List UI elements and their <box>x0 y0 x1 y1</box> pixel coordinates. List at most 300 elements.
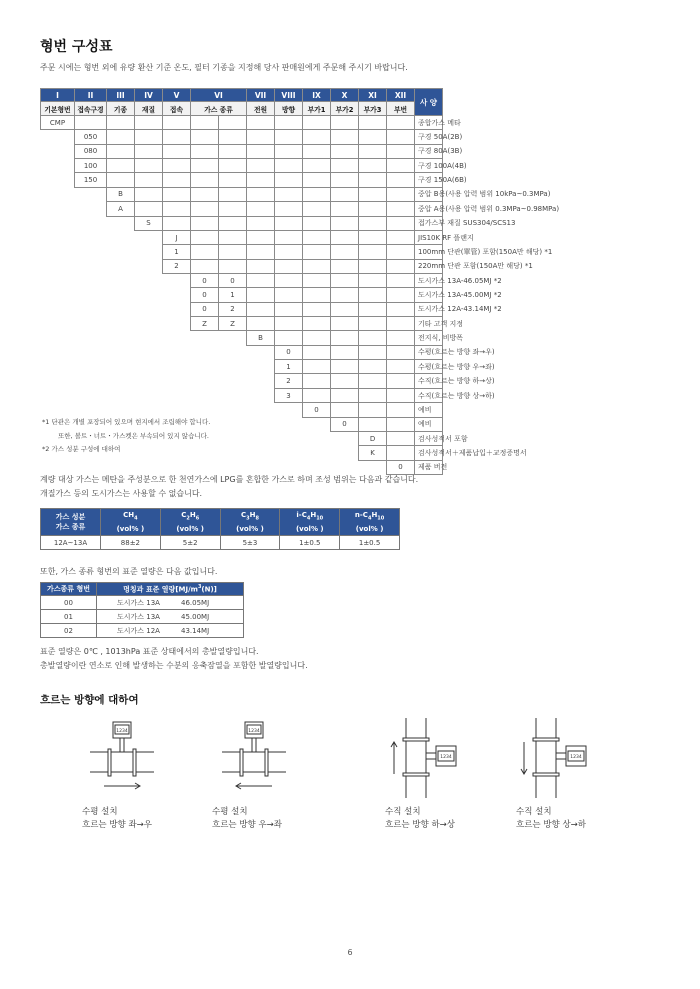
heat-value: 46.05MJ <box>181 598 210 607</box>
code-cell <box>247 187 275 201</box>
heat-row <box>41 624 244 638</box>
code-cell <box>75 187 107 201</box>
code-cell <box>219 431 247 445</box>
code-cell <box>275 302 303 316</box>
code-cell <box>163 302 191 316</box>
column-numeral: IX <box>303 89 331 102</box>
formula-part: i-C <box>296 511 307 520</box>
code-cell <box>75 216 107 230</box>
column-header: 전원 <box>247 102 275 116</box>
code-cell <box>163 273 191 287</box>
formula-part: H <box>189 511 196 520</box>
heat-code: 01 <box>41 610 97 624</box>
code-cell <box>303 331 331 345</box>
formula-part: H <box>310 511 317 520</box>
code-cell <box>359 144 387 158</box>
note-gross-heat: 총발열량이란 연소로 인해 발생하는 수분의 응축잠열을 포함한 발열량입니다. <box>40 661 308 670</box>
code-cell <box>41 317 75 331</box>
gas-name: 도시가스 13A <box>117 612 160 621</box>
code-cell <box>247 116 275 130</box>
gas-value: 5±2 <box>160 536 220 550</box>
code-cell <box>75 345 107 359</box>
code-cell <box>303 144 331 158</box>
table-row <box>41 331 663 345</box>
gas-component-header <box>280 509 340 536</box>
note-1b: 또한, 볼트・너트・가스켓은 부속되어 있지 않습니다. <box>58 432 209 440</box>
code-cell: D <box>359 431 387 445</box>
code-cell <box>41 331 75 345</box>
code-cell <box>219 345 247 359</box>
heat-paragraph: 또한, 가스 종류 형번의 표준 열량은 다음 값입니다. <box>40 567 218 576</box>
code-cell <box>135 273 163 287</box>
gas-range-label: 12A~13A <box>41 536 101 550</box>
code-cell <box>303 159 331 173</box>
code-cell <box>247 130 275 144</box>
column-header: 방향 <box>275 102 303 116</box>
code-cell <box>191 259 219 273</box>
code-cell <box>107 116 135 130</box>
code-cell <box>247 403 275 417</box>
spec-cell: 제품 버전 <box>415 460 443 474</box>
code-cell: J <box>163 230 191 244</box>
column-header: 기본형번 <box>41 102 75 116</box>
code-cell <box>75 230 107 244</box>
heat-value: 45.00MJ <box>181 612 210 621</box>
spec-cell: 전지식, 비방폭 <box>415 331 443 345</box>
heat-value-cell <box>97 624 244 638</box>
code-cell <box>387 374 415 388</box>
code-cell <box>191 159 219 173</box>
code-cell <box>41 259 75 273</box>
code-cell <box>135 345 163 359</box>
code-cell <box>359 331 387 345</box>
column-numeral: XII <box>387 89 415 102</box>
code-cell <box>135 446 163 460</box>
code-cell <box>219 403 247 417</box>
code-cell <box>219 374 247 388</box>
gas-formula <box>221 510 280 523</box>
code-cell <box>387 360 415 374</box>
code-cell <box>107 388 135 402</box>
code-cell <box>41 230 75 244</box>
code-cell <box>41 173 75 187</box>
code-cell <box>107 159 135 173</box>
code-cell <box>303 374 331 388</box>
display-value: 1234 <box>570 755 582 760</box>
column-header: 접속구경 <box>75 102 107 116</box>
code-cell <box>41 288 75 302</box>
code-cell <box>135 130 163 144</box>
code-cell <box>135 144 163 158</box>
column-header: 재질 <box>135 102 163 116</box>
heat-header-sup: 3 <box>197 583 202 590</box>
code-cell <box>135 302 163 316</box>
code-cell <box>387 288 415 302</box>
spec-header: 사 양 <box>415 89 443 116</box>
code-cell <box>219 360 247 374</box>
code-cell <box>303 388 331 402</box>
spec-cell: 수평(흐르는 방향 우→좌) <box>415 360 443 374</box>
code-cell <box>331 374 359 388</box>
code-cell <box>331 116 359 130</box>
code-cell <box>331 187 359 201</box>
code-cell <box>41 187 75 201</box>
code-cell <box>359 202 387 216</box>
code-cell <box>331 216 359 230</box>
heat-value: 43.14MJ <box>181 626 210 635</box>
spec-cell: 예비 <box>415 417 443 431</box>
code-cell <box>191 130 219 144</box>
code-cell <box>247 159 275 173</box>
code-cell <box>387 345 415 359</box>
code-cell <box>107 245 135 259</box>
code-cell <box>359 317 387 331</box>
code-cell <box>191 331 219 345</box>
code-cell: 0 <box>331 417 359 431</box>
code-cell: 100 <box>75 159 107 173</box>
code-cell <box>387 144 415 158</box>
table-row <box>41 116 663 130</box>
code-cell <box>247 360 275 374</box>
code-cell <box>359 388 387 402</box>
code-cell <box>41 360 75 374</box>
code-cell <box>303 273 331 287</box>
gas-value: 1±0.5 <box>280 536 340 550</box>
column-numeral: XI <box>359 89 387 102</box>
code-cell <box>75 245 107 259</box>
caption-horizontal-left-right: 수평 설치 흐르는 방향 좌→우 <box>82 807 153 830</box>
code-cell <box>247 202 275 216</box>
gas-paragraph-2: 개질가스 등의 도시가스는 사용할 수 없습니다. <box>40 489 203 498</box>
code-cell <box>303 245 331 259</box>
heat-row <box>41 610 244 624</box>
code-cell <box>107 230 135 244</box>
diagram-vertical-top-bottom <box>518 712 598 807</box>
code-cell: 0 <box>275 345 303 359</box>
spec-cell: 220mm 단관 포함(150A만 해당) *1 <box>415 259 443 273</box>
code-cell: 150 <box>75 173 107 187</box>
code-cell <box>247 460 275 474</box>
code-cell <box>107 331 135 345</box>
table-row <box>41 144 663 158</box>
code-cell: 080 <box>75 144 107 158</box>
code-cell <box>247 144 275 158</box>
spec-cell: 접가스부 재질 SUS304/SCS13 <box>415 216 443 230</box>
code-cell <box>331 360 359 374</box>
table-row <box>41 288 663 302</box>
gas-unit: (vol% ) <box>295 524 324 533</box>
code-cell <box>387 130 415 144</box>
code-cell <box>107 130 135 144</box>
code-cell: Z <box>219 317 247 331</box>
code-cell <box>163 460 191 474</box>
column-numeral: X <box>331 89 359 102</box>
code-cell <box>359 273 387 287</box>
spec-cell: 구경 80A(3B) <box>415 144 443 158</box>
code-cell <box>163 288 191 302</box>
table-row <box>41 302 663 316</box>
code-cell <box>331 431 359 445</box>
code-cell <box>303 259 331 273</box>
gas-value: 88±2 <box>101 536 161 550</box>
code-cell <box>331 245 359 259</box>
code-cell <box>163 331 191 345</box>
code-cell <box>41 460 75 474</box>
code-cell <box>359 130 387 144</box>
code-cell <box>107 216 135 230</box>
code-cell <box>275 173 303 187</box>
table-row <box>41 259 663 273</box>
code-cell <box>191 388 219 402</box>
code-cell <box>107 403 135 417</box>
code-cell <box>75 202 107 216</box>
code-cell <box>41 245 75 259</box>
formula-part: 4 <box>367 515 372 522</box>
code-cell <box>135 317 163 331</box>
heating-value-table <box>40 582 244 638</box>
code-cell <box>191 187 219 201</box>
code-cell <box>41 202 75 216</box>
code-cell <box>275 159 303 173</box>
code-cell <box>75 460 107 474</box>
code-cell <box>191 245 219 259</box>
spec-cell: 검사성적서 포함 <box>415 431 443 445</box>
gas-value-row <box>41 536 400 550</box>
formula-part: C <box>181 511 187 520</box>
code-cell <box>163 388 191 402</box>
code-cell <box>163 216 191 230</box>
code-cell <box>387 302 415 316</box>
code-cell <box>387 403 415 417</box>
code-cell <box>219 173 247 187</box>
diagram-horizontal-right-left <box>214 716 294 796</box>
code-cell <box>135 331 163 345</box>
code-cell <box>275 417 303 431</box>
code-cell <box>303 317 331 331</box>
code-cell <box>107 374 135 388</box>
code-cell <box>219 259 247 273</box>
spec-cell: 100mm 단관(單管) 포함(150A만 해당) *1 <box>415 245 443 259</box>
code-cell <box>247 446 275 460</box>
table-row <box>41 173 663 187</box>
code-cell <box>191 173 219 187</box>
code-cell <box>275 460 303 474</box>
code-cell <box>41 159 75 173</box>
column-header: 부번 <box>387 102 415 116</box>
code-cell <box>41 345 75 359</box>
code-cell <box>163 317 191 331</box>
code-cell <box>41 302 75 316</box>
column-numeral: VI <box>191 89 247 102</box>
code-cell <box>331 331 359 345</box>
code-cell <box>219 446 247 460</box>
spec-cell: 도시가스 12A-43.14MJ *2 <box>415 302 443 316</box>
column-header: 접속 <box>163 102 191 116</box>
code-cell <box>359 403 387 417</box>
code-cell: 0 <box>303 403 331 417</box>
spec-cell: 구경 100A(4B) <box>415 159 443 173</box>
code-cell <box>191 460 219 474</box>
spec-cell: JIS10K RF 플랜지 <box>415 230 443 244</box>
diagram-vertical-bottom-top <box>388 712 468 807</box>
code-cell <box>163 446 191 460</box>
display-value: 1234 <box>440 755 452 760</box>
code-cell <box>275 317 303 331</box>
code-cell <box>41 273 75 287</box>
code-cell <box>107 173 135 187</box>
code-cell <box>163 202 191 216</box>
spec-cell: 종합가스 메타 <box>415 116 443 130</box>
code-cell <box>359 460 387 474</box>
code-cell: 3 <box>275 388 303 402</box>
code-cell <box>163 173 191 187</box>
column-numeral: II <box>75 89 107 102</box>
flow-direction-heading: 흐르는 방향에 대하여 <box>40 694 139 706</box>
code-cell <box>75 116 107 130</box>
code-cell <box>303 417 331 431</box>
code-cell <box>275 273 303 287</box>
code-cell <box>247 431 275 445</box>
code-cell: A <box>107 202 135 216</box>
heat-code: 02 <box>41 624 97 638</box>
code-cell <box>359 230 387 244</box>
table-row <box>41 202 663 216</box>
code-cell: 0 <box>191 273 219 287</box>
code-cell <box>75 288 107 302</box>
code-cell <box>359 187 387 201</box>
code-cell <box>331 302 359 316</box>
table-row <box>41 374 663 388</box>
code-cell <box>191 446 219 460</box>
code-cell <box>247 230 275 244</box>
code-cell <box>107 288 135 302</box>
code-cell <box>41 130 75 144</box>
code-cell <box>247 302 275 316</box>
code-cell <box>75 331 107 345</box>
gas-name: 도시가스 13A <box>117 598 160 607</box>
heat-value-cell <box>97 596 244 610</box>
code-cell <box>303 216 331 230</box>
code-cell <box>163 144 191 158</box>
code-cell <box>75 317 107 331</box>
code-cell <box>331 345 359 359</box>
code-cell <box>163 187 191 201</box>
code-cell <box>219 417 247 431</box>
spec-cell: 도시가스 13A-45.00MJ *2 <box>415 288 443 302</box>
table-row <box>41 317 663 331</box>
code-cell <box>275 446 303 460</box>
heat-code-header: 가스종류 형번 <box>41 583 97 596</box>
code-cell <box>275 403 303 417</box>
code-cell <box>191 345 219 359</box>
code-cell: 0 <box>191 302 219 316</box>
code-cell <box>247 317 275 331</box>
code-cell <box>107 302 135 316</box>
code-cell <box>275 245 303 259</box>
table-row <box>41 159 663 173</box>
spec-cell: 기타 고객 지정 <box>415 317 443 331</box>
code-cell <box>359 216 387 230</box>
code-cell <box>303 446 331 460</box>
heat-code: 00 <box>41 596 97 610</box>
table-row <box>41 187 663 201</box>
formula-part: 8 <box>255 515 259 522</box>
code-cell <box>247 288 275 302</box>
code-cell <box>331 288 359 302</box>
heat-header-row <box>41 583 244 596</box>
table-row <box>41 360 663 374</box>
gas-value: 5±3 <box>220 536 280 550</box>
code-cell <box>275 187 303 201</box>
table-row <box>41 446 663 460</box>
code-cell <box>387 173 415 187</box>
code-cell <box>275 216 303 230</box>
spec-cell: 중압 B용(사용 압력 범위 10kPa~0.3MPa) <box>415 187 443 201</box>
code-cell <box>359 116 387 130</box>
code-cell <box>163 403 191 417</box>
code-cell <box>75 360 107 374</box>
code-cell <box>41 216 75 230</box>
gas-formula <box>161 510 220 523</box>
code-cell <box>191 403 219 417</box>
code-cell <box>387 159 415 173</box>
code-cell <box>41 388 75 402</box>
formula-part: C <box>241 511 247 520</box>
code-cell <box>303 460 331 474</box>
code-cell: Z <box>191 317 219 331</box>
page-title: 형번 구성표 <box>40 39 113 55</box>
code-cell <box>219 331 247 345</box>
code-cell <box>303 130 331 144</box>
code-cell <box>135 259 163 273</box>
code-cell <box>163 116 191 130</box>
code-cell <box>135 116 163 130</box>
code-cell <box>191 374 219 388</box>
spec-cell: 예비 <box>415 403 443 417</box>
gas-component-header <box>220 509 280 536</box>
code-cell <box>191 360 219 374</box>
code-cell <box>359 259 387 273</box>
code-cell <box>303 187 331 201</box>
code-cell <box>387 273 415 287</box>
formula-part: H <box>249 511 256 520</box>
code-cell <box>247 245 275 259</box>
gas-component-header <box>101 509 161 536</box>
gas-formula <box>280 510 339 523</box>
code-cell <box>387 388 415 402</box>
code-cell <box>41 144 75 158</box>
code-cell <box>387 317 415 331</box>
code-cell <box>191 144 219 158</box>
code-cell <box>219 245 247 259</box>
code-cell: 2 <box>163 259 191 273</box>
code-cell <box>387 230 415 244</box>
heat-name-header <box>97 583 244 596</box>
code-cell <box>303 431 331 445</box>
code-cell <box>387 187 415 201</box>
column-header: 가스 종류 <box>191 102 247 116</box>
code-cell <box>135 403 163 417</box>
heat-header-text: 명칭과 표준 열량[MJ/m <box>123 585 198 594</box>
code-cell <box>247 173 275 187</box>
code-cell <box>247 374 275 388</box>
intro-text: 주문 시에는 형번 외에 유량 환산 기준 온도, 필터 기종을 지정해 당사 판매원에게 주문해 주시기 바랍니다. <box>40 63 408 72</box>
spec-cell: 수평(흐르는 방향 좌→우) <box>415 345 443 359</box>
code-cell <box>275 144 303 158</box>
gas-corner-header <box>41 509 101 536</box>
code-cell <box>75 388 107 402</box>
code-cell <box>331 446 359 460</box>
